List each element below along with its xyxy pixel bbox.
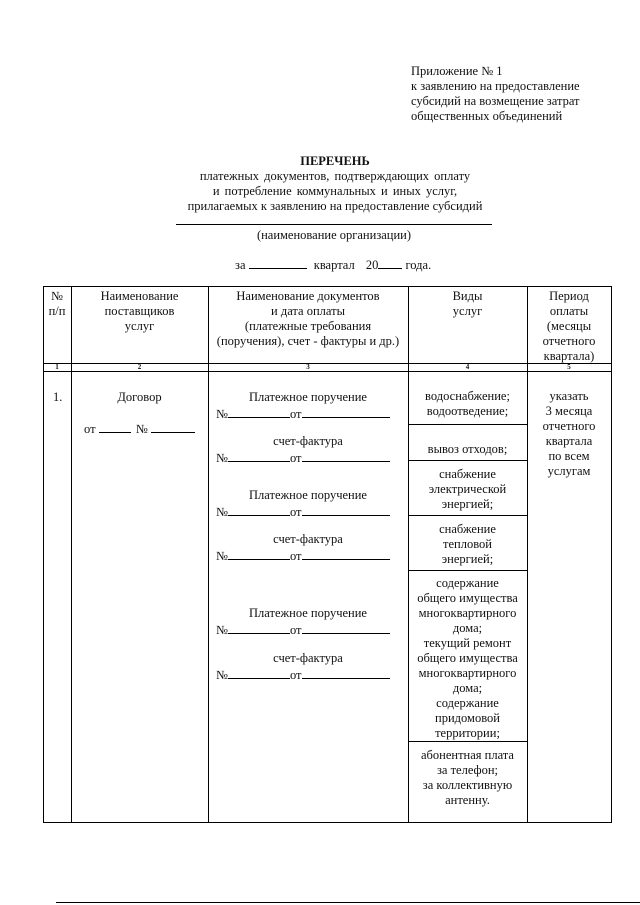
annex-line: к заявлению на предоставление	[411, 79, 580, 93]
service-group	[408, 748, 527, 808]
document-title: счет-фактура	[273, 434, 343, 448]
service-divider	[408, 741, 527, 742]
header-text: услуг	[452, 304, 483, 318]
document-number-field[interactable]	[228, 547, 290, 560]
header-text: и дата оплаты	[271, 304, 345, 318]
quarter-field[interactable]	[249, 256, 307, 269]
service-line: многоквартирного	[418, 666, 517, 680]
document-number-label: №	[216, 668, 228, 682]
header-text: квартала)	[543, 349, 595, 363]
service-line: электрической	[428, 482, 507, 496]
service-line: за коллективную	[422, 778, 513, 792]
header-text: Период	[549, 289, 589, 303]
document-date-field[interactable]	[302, 449, 390, 462]
service-line: тепловой	[443, 537, 492, 551]
title-line: и потребление коммунальных и иных услуг,	[212, 184, 458, 198]
header-number	[43, 289, 71, 319]
header-text: услуг	[124, 319, 155, 333]
document-from-label: от	[289, 451, 302, 465]
document-entry	[208, 651, 408, 683]
document-title: счет-фактура	[273, 651, 343, 665]
col-number-3: 3	[306, 363, 310, 371]
period-line: указать	[549, 389, 589, 403]
service-line: содержание	[436, 696, 499, 710]
contract-number-field[interactable]	[151, 420, 195, 433]
annex-line: Приложение № 1	[411, 64, 503, 78]
service-line: энергией;	[441, 497, 494, 511]
contract-from-label: от	[84, 422, 96, 436]
document-number-field[interactable]	[228, 621, 290, 634]
organization-name-line	[176, 224, 492, 225]
document-number-field[interactable]	[228, 666, 290, 679]
contract-date-field[interactable]	[99, 420, 131, 433]
service-divider	[408, 570, 527, 571]
row-number: 1.	[53, 390, 63, 404]
period-line: 3 месяца	[545, 404, 593, 418]
header-text: Наименование документов	[236, 289, 380, 303]
service-line: придомовой	[435, 711, 500, 725]
service-line: дома;	[452, 681, 483, 695]
header-text: п/п	[48, 304, 66, 318]
service-line: снабжение	[439, 522, 496, 536]
service-line: энергией;	[441, 552, 494, 566]
year-field[interactable]	[378, 256, 402, 269]
service-line: территории;	[435, 726, 500, 740]
service-line: водоотведение;	[426, 404, 509, 418]
document-number-label: №	[216, 407, 228, 421]
organization-caption: (наименование организации)	[256, 228, 412, 242]
col-number-5: 5	[567, 363, 571, 371]
col-number-1: 1	[55, 363, 59, 371]
service-group	[408, 576, 527, 741]
service-line: снабжение	[439, 467, 496, 481]
service-line: текущий ремонт	[423, 636, 512, 650]
header-text: Наименование	[100, 289, 179, 303]
period-instructions	[527, 389, 611, 479]
service-divider	[408, 424, 527, 425]
year-word: года.	[405, 258, 432, 272]
period-line	[235, 256, 431, 273]
header-text: отчетного	[542, 334, 596, 348]
header-text: оплаты	[549, 304, 589, 318]
service-line: абонентная плата	[421, 748, 514, 762]
header-supplier	[71, 289, 208, 334]
document-number-field[interactable]	[228, 449, 290, 462]
document-number-label: №	[216, 623, 228, 637]
page-bottom-rule	[56, 902, 640, 903]
document-date-field[interactable]	[302, 405, 390, 418]
col-number-4: 4	[465, 363, 470, 371]
annex-line: субсидий на возмещение затрат	[411, 94, 580, 108]
service-line: вывоз отходов;	[427, 442, 508, 456]
quarter-word: квартал	[313, 258, 355, 272]
document-date-field[interactable]	[302, 666, 390, 679]
supplier-contract-details	[84, 420, 195, 437]
header-text: №	[51, 289, 63, 303]
document-date-field[interactable]	[302, 503, 390, 516]
document-number-label: №	[216, 451, 228, 465]
document-title: счет-фактура	[273, 532, 343, 546]
document-from-label: от	[289, 407, 302, 421]
col-number-2: 2	[137, 363, 142, 371]
document-entry	[208, 434, 408, 466]
period-line: отчетного	[542, 419, 596, 433]
header-services	[408, 289, 527, 319]
title-line: прилагаемых к заявлению на предоставление субсидий	[187, 199, 483, 213]
service-group	[408, 522, 527, 567]
service-line: многоквартирного	[418, 606, 517, 620]
service-line: за телефон;	[436, 763, 499, 777]
service-line: дома;	[452, 621, 483, 635]
service-line: антенну.	[445, 793, 490, 807]
service-group	[408, 467, 527, 512]
year-prefix: 20	[365, 258, 379, 272]
title-line: платежных документов, подтверждающих оплату	[199, 169, 471, 183]
contract-number-label: №	[135, 422, 148, 436]
header-text: (платежные требования	[244, 319, 372, 333]
period-line: по всем	[548, 449, 590, 463]
header-text: Виды	[452, 289, 483, 303]
document-from-label: от	[289, 668, 302, 682]
supplier-contract: Договор	[117, 390, 162, 404]
header-text: (поручения), счет - фактуры и др.)	[216, 334, 400, 348]
service-divider	[408, 460, 527, 461]
annex-block	[411, 64, 580, 124]
document-from-label: от	[289, 623, 302, 637]
document-number-label: №	[216, 505, 228, 519]
document-title: ПЕРЕЧЕНЬ	[300, 154, 370, 168]
document-number-label: №	[216, 549, 228, 563]
service-line: общего имущества	[417, 591, 518, 605]
annex-line: общественных объединений	[411, 109, 563, 123]
period-line: услугам	[547, 464, 591, 478]
header-documents	[208, 289, 408, 349]
document-entry	[208, 488, 408, 520]
document-from-label: от	[289, 549, 302, 563]
document-number-field[interactable]	[228, 503, 290, 516]
document-entry	[208, 390, 408, 422]
header-period	[527, 289, 611, 364]
document-entry	[208, 606, 408, 638]
period-line: квартала	[545, 434, 593, 448]
document-from-label: от	[289, 505, 302, 519]
document-entry	[208, 532, 408, 564]
service-group	[408, 442, 527, 457]
service-line: общего имущества	[417, 651, 518, 665]
document-date-field[interactable]	[302, 547, 390, 560]
document-title: Платежное поручение	[249, 606, 367, 620]
document-title: Платежное поручение	[249, 488, 367, 502]
header-text: (месяцы	[546, 319, 592, 333]
service-divider	[408, 515, 527, 516]
title-lines	[150, 169, 520, 214]
document-number-field[interactable]	[228, 405, 290, 418]
document-title: Платежное поручение	[249, 390, 367, 404]
service-line: содержание	[436, 576, 499, 590]
header-text: поставщиков	[104, 304, 175, 318]
service-group	[408, 389, 527, 419]
document-date-field[interactable]	[302, 621, 390, 634]
period-prefix: за	[235, 258, 246, 272]
service-line: водоснабжение;	[425, 389, 510, 403]
